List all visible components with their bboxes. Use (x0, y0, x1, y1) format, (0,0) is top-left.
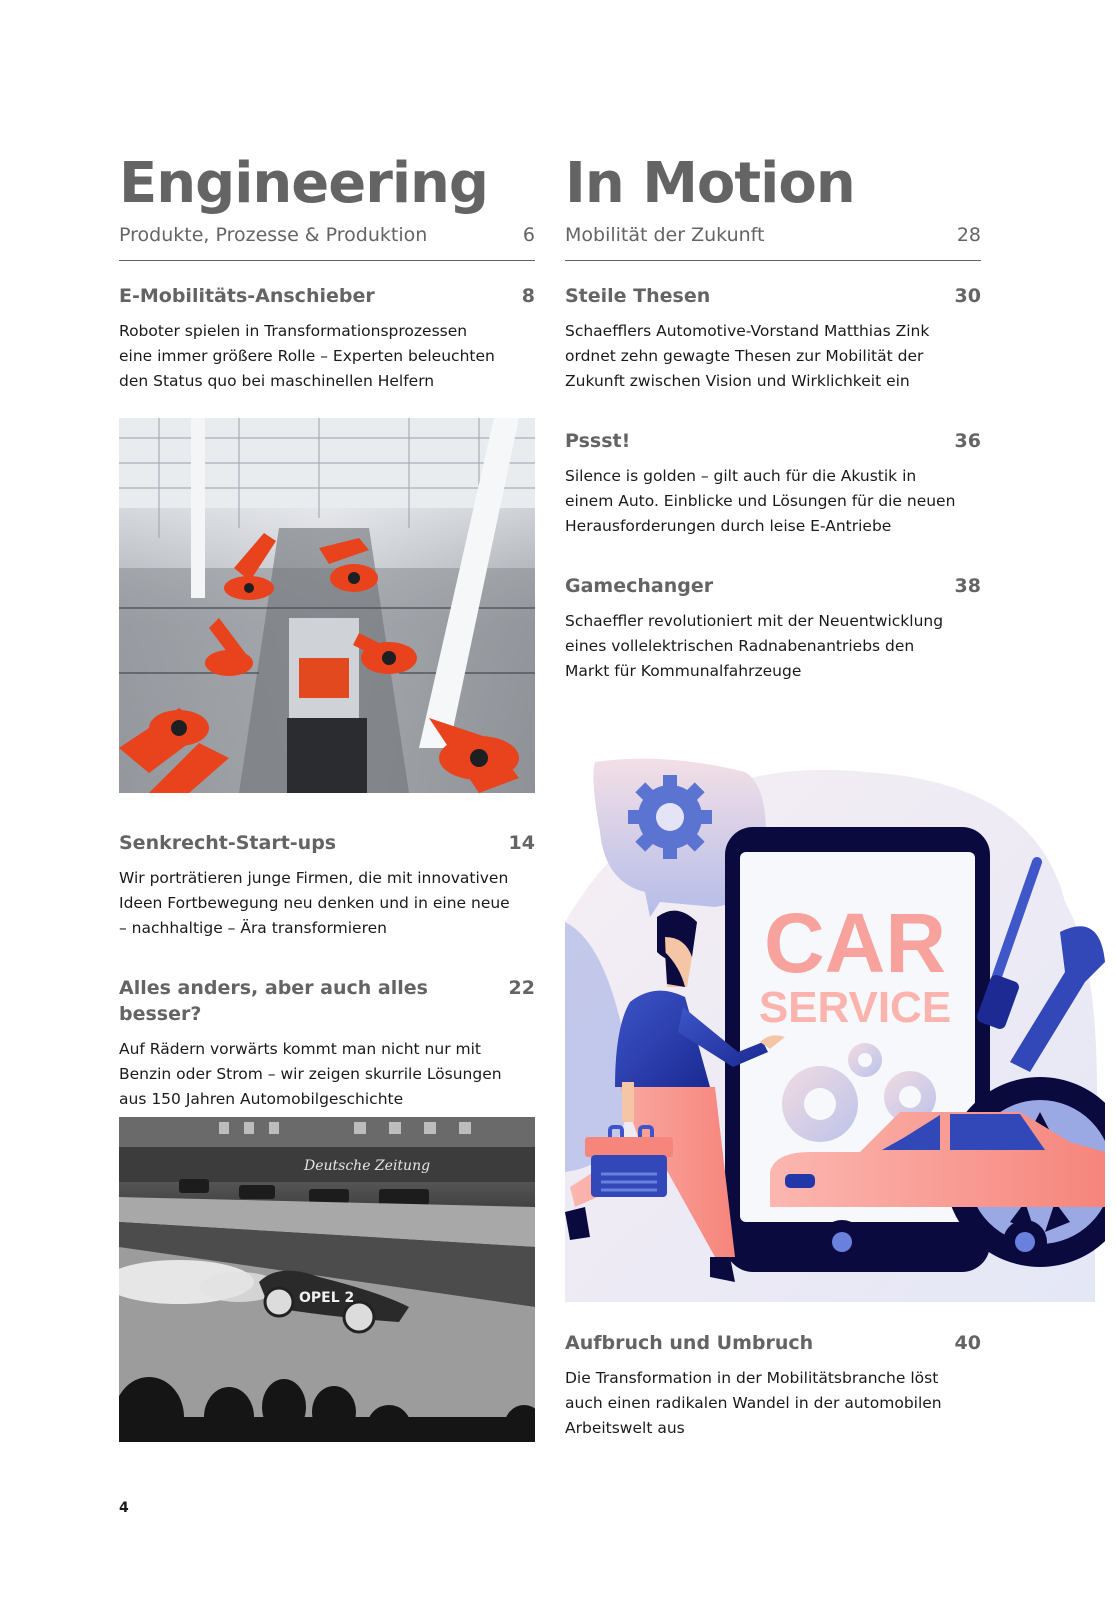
entry-description: Schaeffler revolutioniert mit der Neuentwicklung eines vollelektrischen Radnabenantriebs den Markt für Kommunalfahrzeuge (565, 612, 944, 680)
entry-page: 8 (521, 285, 535, 307)
section-subtitle: Produkte, Prozesse & Produktion (119, 224, 428, 246)
section-page-number: 6 (522, 224, 535, 246)
entry-page: 30 (954, 285, 981, 307)
entry-title: Steile Thesen (565, 285, 711, 307)
toc-entry[interactable] (119, 975, 535, 1112)
entry-page: 40 (954, 1332, 981, 1354)
toc-column-engineering (119, 150, 535, 394)
entry-description: Silence is golden – gilt auch für die Akustik in einem Auto. Einblicke und Lösungen für die neuen Herausforderungen durch leise E-Antriebe (565, 467, 956, 535)
entry-description: Schaefflers Automotive-Vorstand Matthias Zink ordnet zehn gewagte Thesen zur Mobilität der Zukunft zwischen Vision und Wirklichkeit ein (565, 322, 930, 390)
entry-title: Alles anders, aber auch alles besser? (119, 977, 428, 1025)
entry-description: Wir porträtieren junge Firmen, die mit innovativen Ideen Fortbewegung neu denken und in eine neue – nachhaltige – Ära transformieren (119, 869, 510, 937)
toc-entry[interactable] (565, 1330, 981, 1441)
historic-race-car-photo (119, 1117, 535, 1442)
svg-text:CAR: CAR (764, 896, 946, 990)
toc-column-in-motion-continued (565, 1322, 981, 1441)
entry-title: Pssst! (565, 430, 631, 452)
section-subtitle-row[interactable] (565, 222, 981, 261)
section-subtitle-row[interactable] (119, 222, 535, 261)
entry-title: Aufbruch und Umbruch (565, 1332, 814, 1354)
entry-page: 22 (508, 977, 535, 999)
page-number: 4 (119, 1500, 129, 1516)
toc-entry[interactable] (565, 283, 981, 394)
section-title: Engineering (119, 151, 488, 216)
toc-entry[interactable] (565, 428, 981, 539)
car-service-illustration (565, 742, 1105, 1302)
banner-text: Deutsche Zeitung (304, 1158, 431, 1174)
entry-description: Roboter spielen in Transformationsprozessen eine immer größere Rolle – Experten beleuchten den Status quo bei maschinellen Helfern (119, 322, 495, 390)
entry-page: 14 (508, 832, 535, 854)
factory-robots-photo (119, 418, 535, 793)
svg-text:SERVICE: SERVICE (758, 983, 952, 1032)
gear-icon (628, 775, 712, 859)
entry-description: Auf Rädern vorwärts kommt man nicht nur mit Benzin oder Strom – wir zeigen skurrile Lösungen aus 150 Jahren Automobilgeschichte (119, 1040, 502, 1108)
toc-column-engineering-continued (119, 822, 535, 1112)
entry-page: 36 (954, 430, 981, 452)
entry-page: 38 (954, 575, 981, 597)
entry-title: Gamechanger (565, 575, 714, 597)
section-title: In Motion (565, 151, 855, 216)
entry-description: Die Transformation in der Mobilitätsbranche löst auch einen radikalen Wandel in der automobilen Arbeitswelt aus (565, 1369, 942, 1437)
toc-entry[interactable] (565, 573, 981, 684)
toc-entry[interactable] (119, 830, 535, 941)
toolbox-icon (585, 1127, 673, 1197)
section-page-number: 28 (956, 224, 981, 246)
toc-entry[interactable] (119, 283, 535, 394)
toc-column-in-motion (565, 150, 981, 684)
entry-title: Senkrecht-Start-ups (119, 832, 337, 854)
section-subtitle: Mobilität der Zukunft (565, 224, 765, 246)
entry-title: E-Mobilitäts-Anschieber (119, 285, 375, 307)
car-label: OPEL 2 (299, 1290, 355, 1306)
